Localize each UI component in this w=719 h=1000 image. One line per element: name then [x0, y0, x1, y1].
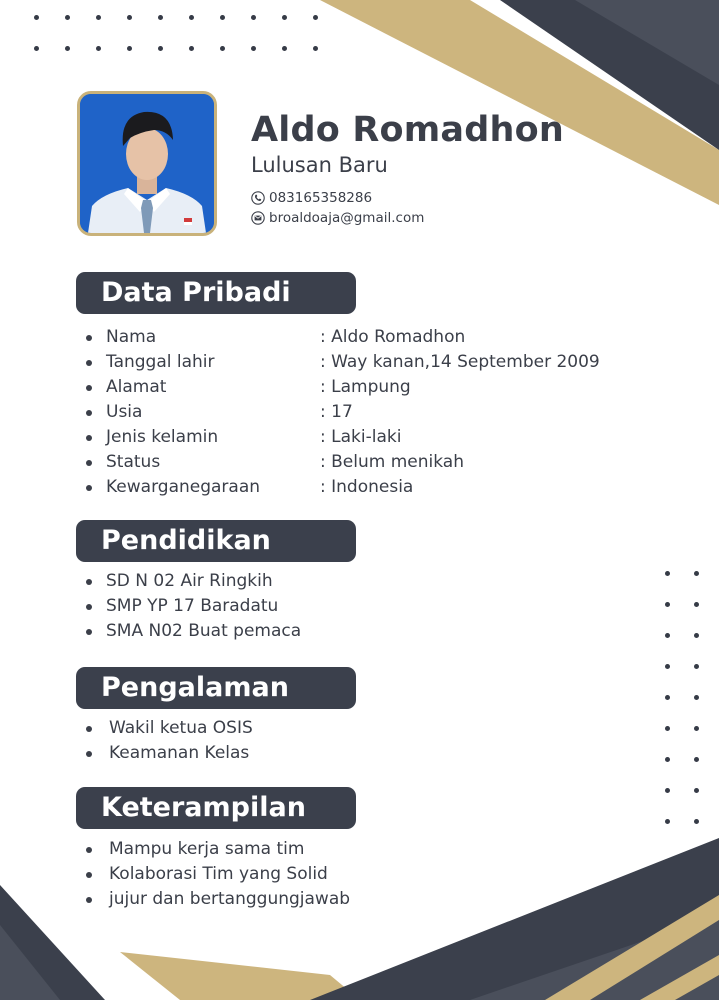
profile-photo	[77, 91, 217, 236]
field-label: Tanggal lahir	[106, 352, 215, 372]
field-value: : 17	[320, 402, 353, 422]
list-item	[84, 400, 353, 425]
experience-list	[84, 716, 253, 766]
field-label: Usia	[106, 402, 143, 422]
top-dot-grid	[34, 15, 324, 55]
list-item: SMA N02 Buat pemaca	[84, 619, 301, 644]
list-item: SD N 02 Air Ringkih	[84, 569, 301, 594]
list-item	[84, 375, 411, 400]
personal-data-heading: Data Pribadi	[76, 272, 356, 314]
skills-list	[84, 837, 350, 912]
phone-number: 083165358286	[269, 190, 373, 206]
field-value: : Laki-laki	[320, 427, 402, 447]
list-item	[84, 350, 600, 375]
field-value: : Indonesia	[320, 477, 414, 497]
education-list	[84, 569, 301, 644]
right-dot-grid	[665, 571, 705, 831]
email-address: broaldoaja@gmail.com	[269, 210, 425, 226]
candidate-name: Aldo Romadhon	[251, 110, 564, 150]
education-heading: Pendidikan	[76, 520, 356, 562]
email-icon	[251, 211, 265, 225]
list-item	[84, 475, 414, 500]
field-value: : Belum menikah	[320, 452, 464, 472]
list-item	[84, 425, 402, 450]
list-item: Keamanan Kelas	[84, 741, 253, 766]
candidate-title: Lulusan Baru	[251, 153, 388, 177]
skills-heading: Keterampilan	[76, 787, 356, 829]
phone-contact	[251, 190, 372, 206]
field-label: Status	[106, 452, 161, 472]
experience-heading: Pengalaman	[76, 667, 356, 709]
list-item	[84, 325, 466, 350]
list-item	[84, 450, 464, 475]
field-value: : Aldo Romadhon	[320, 327, 466, 347]
field-value: : Lampung	[320, 377, 411, 397]
email-contact	[251, 210, 424, 226]
field-label: Jenis kelamin	[106, 427, 219, 447]
field-label: Kewarganegaraan	[106, 477, 261, 497]
list-item: jujur dan bertanggungjawab	[84, 887, 350, 912]
field-label: Nama	[106, 327, 157, 347]
field-label: Alamat	[106, 377, 167, 397]
list-item: Kolaborasi Tim yang Solid	[84, 862, 350, 887]
list-item: Wakil ketua OSIS	[84, 716, 253, 741]
list-item: Mampu kerja sama tim	[84, 837, 350, 862]
field-value: : Way kanan,14 September 2009	[320, 352, 600, 372]
phone-icon	[251, 191, 265, 205]
personal-data-list	[84, 325, 600, 500]
list-item: SMP YP 17 Baradatu	[84, 594, 301, 619]
